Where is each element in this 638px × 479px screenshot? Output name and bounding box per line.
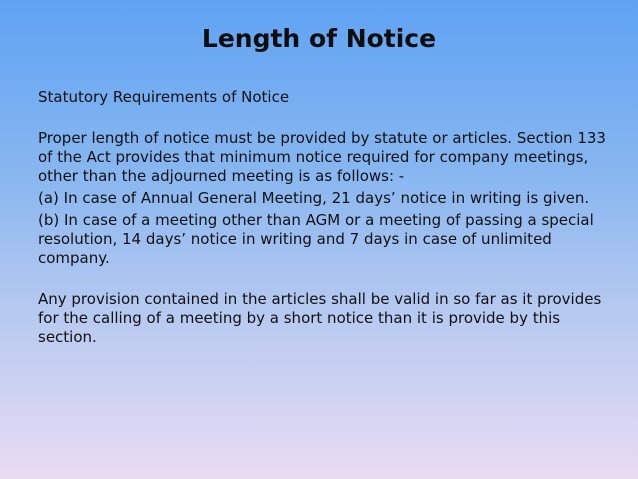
paragraph-statute: Proper length of notice must be provided by statute or articles. Section 133 of the Act provides that minimum notice required for company meetings, other than the adjourned meeting is as follows: - xyxy=(38,129,606,185)
slide-title: Length of Notice xyxy=(201,24,437,53)
slide-content xyxy=(38,88,608,350)
item-b-other-meeting: (b) In case of a meeting other than AGM or a meeting of passing a special resolution, 14 days’ notice in writing and 7 days in case of unlimited company. xyxy=(38,211,594,267)
item-a-agm: (a) In case of Annual General Meeting, 21 days’ notice in writing is given. xyxy=(38,189,590,207)
paragraph-short-notice: Any provision contained in the articles shall be valid in so far as it provides for the calling of a meeting by a short notice than it is provide by this section. xyxy=(38,290,602,346)
subheading: Statutory Requirements of Notice xyxy=(38,88,290,106)
